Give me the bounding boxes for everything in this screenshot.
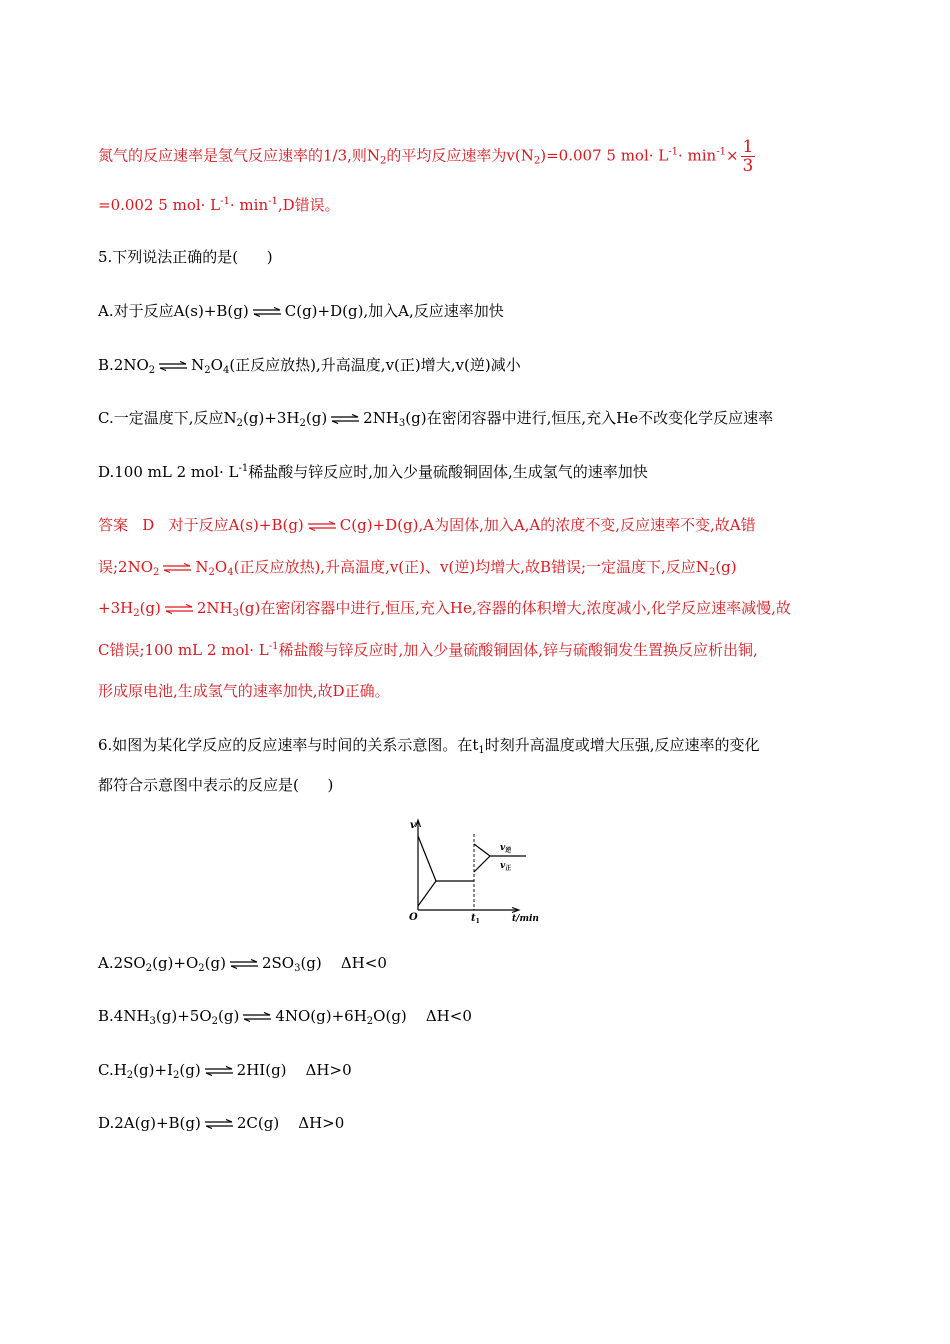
question6-option-b: $B.4NH_3(g)+5O_2(g)$ $4NO(g)+6H_2O(g)$ ΔH<0: [98, 1007, 472, 1027]
question5-option-b: $B.2NO_2$ $N_2O_4$(正反应放热),升高温度,v(正)增大,v(逆)减小: [98, 356, 521, 376]
answer5-line-4: C错误;100 mL 2 $mol\cdot L^{-1}$稀盐酸与锌反应时,加入少量硫酸铜固体,锌与硫酸铜发生置换反应析出铜,: [98, 641, 758, 659]
answer4-line-1: 氮气的反应速率是氢气反应速率的1/3,则$N_2$的平均反应速率为$v(N_2)=0.007$ 5 $mol\cdot L^{-1}\cdot \min^{-1}\times$ $\frac{1}{3}$: [98, 137, 754, 176]
question6-stem-line-2: 都符合示意图中表示的反应是( ): [98, 776, 334, 794]
answer5-line-2: 误$;2NO_2$ $N_2O_4$(正反应放热),升高温度,v(正)、v(逆)均增大,故B错误;一定温度下,反应$N_2(g)$: [98, 558, 737, 578]
curve-v-forward-after: [474, 856, 490, 872]
question6-stem-line-1: 6.如图为某化学反应的反应速率与时间的关系示意图。在$t_1$时刻升高温度或增大压强,反应速率的变化: [98, 736, 760, 756]
equilibrium-arrow-icon: [229, 959, 259, 969]
equilibrium-arrow-icon: [252, 307, 282, 317]
question5-option-c: C.一定温度下,反应$N_2(g)+3H_2(g)$ $2NH_3(g)$在密闭容器中进行,恒压,充入He不改变化学反应速率: [98, 409, 774, 429]
question6-option-a: $A.2SO_2(g)+O_2(g)$ $2SO_3(g)$ ΔH<0: [98, 954, 387, 974]
equilibrium-arrow-icon: [242, 1012, 272, 1022]
equilibrium-arrow-icon: [162, 563, 192, 573]
equilibrium-arrow-icon: [307, 521, 337, 531]
curve-v-reverse-before: [418, 836, 474, 881]
question5-stem: 5.下列说法正确的是( ): [98, 248, 273, 266]
equilibrium-arrow-icon: [164, 604, 194, 614]
question5-option-a: A.对于反应A(s)+B(g) C(g)+D(g),加入A,反应速率加快: [98, 302, 504, 320]
question5-option-d: D.100 mL 2 $mol\cdot L^{-1}$稀盐酸与锌反应时,加入少量硫酸铜固体,生成氢气的速率加快: [98, 463, 648, 481]
v-forward-label: $v_正$: [500, 861, 512, 872]
fraction-one-third: $\frac{1}{3}$: [742, 137, 754, 176]
answer5-line-3: $+3H_2(g)$ $2NH_3(g)$在密闭容器中进行,恒压,充入He,容器的体积增大,浓度减小,化学反应速率减慢,故: [98, 599, 791, 619]
equilibrium-arrow-icon: [204, 1066, 234, 1076]
answer5-line-5: 形成原电池,生成氢气的速率加快,故D正确。: [98, 682, 390, 700]
t-axis-label: t/min: [512, 914, 539, 924]
origin-label: O: [409, 912, 418, 923]
equilibrium-arrow-icon: [330, 414, 360, 424]
rate-time-diagram: [404, 814, 554, 926]
v-reverse-label: $v_逆$: [500, 843, 512, 854]
t1-label: $t_1$: [471, 913, 480, 925]
v-axis-label: v: [410, 820, 416, 831]
question6-option-c: $C.H_2(g)+I_2(g)$ 2HI(g) ΔH>0: [98, 1061, 352, 1081]
answer5-line-1: 答案 D 对于反应A(s)+B(g) C(g)+D(g),A为固体,加入A,A的浓度不变,反应速率不变,故A错: [98, 516, 756, 534]
equilibrium-arrow-icon: [158, 361, 188, 371]
answer4-line-2: =0.002 5 $mol\cdot L^{-1}\cdot \min^{-1},D$错误。: [98, 196, 340, 214]
question6-option-d: D.2A(g)+B(g) 2C(g) ΔH>0: [98, 1114, 345, 1132]
equilibrium-arrow-icon: [204, 1119, 234, 1129]
curve-v-forward-before: [418, 881, 436, 906]
